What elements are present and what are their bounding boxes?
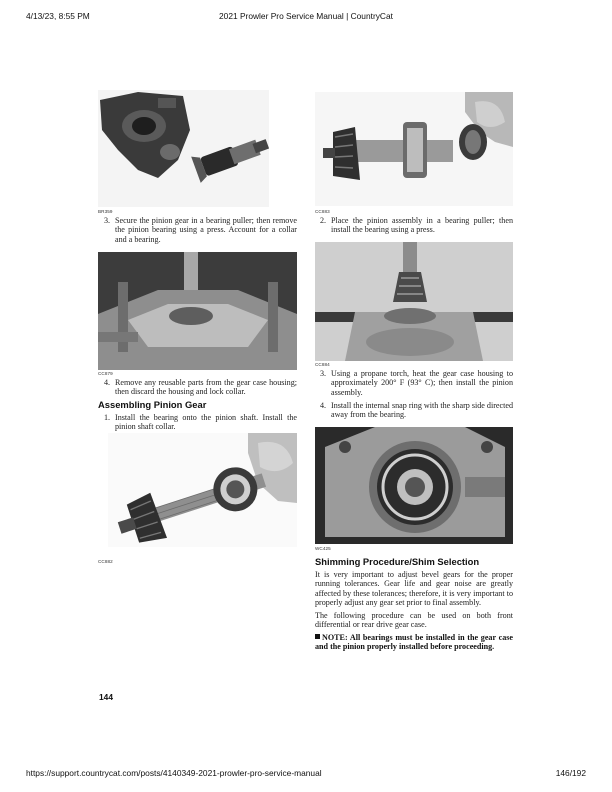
step-number: 1. xyxy=(104,413,111,422)
photo-gear-case-housing xyxy=(98,90,269,207)
section-heading-shimming-procedure: Shimming Procedure/Shim Selection xyxy=(315,556,480,567)
step-number: 3. xyxy=(320,369,327,378)
figure-code: CC883 xyxy=(315,209,330,214)
figure-code: WC425 xyxy=(315,546,331,551)
note-bullet-icon xyxy=(315,634,320,639)
print-timestamp: 4/13/23, 8:55 PM xyxy=(26,11,90,21)
step-install-snap-ring xyxy=(320,401,513,420)
figure-code: CC882 xyxy=(98,559,113,564)
step-heat-gear-case xyxy=(320,369,513,397)
print-page-count: 146/192 xyxy=(555,768,586,778)
step-remove-reusable-parts xyxy=(104,378,297,397)
note-text: NOTE: All bearings must be installed in the gear case and the pinion properly installed before proceeding. xyxy=(315,633,513,652)
step-number: 4. xyxy=(320,401,327,410)
figure-code: CC884 xyxy=(315,362,330,367)
step-number: 2. xyxy=(320,216,327,225)
step-text: Install the bearing onto the pinion shaft. Install the pinion shaft collar. xyxy=(115,413,297,432)
step-secure-pinion xyxy=(104,216,297,244)
step-text: Remove any reusable parts from the gear case housing; then discard the housing and lock collar. xyxy=(115,378,297,397)
step-text: Install the internal snap ring with the sharp side directed away from the bearing. xyxy=(331,401,513,420)
print-footer xyxy=(0,768,612,782)
step-install-bearing-shaft xyxy=(104,413,297,432)
print-page-title: 2021 Prowler Pro Service Manual | CountryCat xyxy=(219,11,393,21)
photo-pinion-bearing-install xyxy=(315,92,513,206)
paragraph-procedure-applicability: The following procedure can be used on both front differential or rear drive gear case. xyxy=(315,611,513,630)
page-number: 144 xyxy=(99,692,113,702)
figure-code: BR359 xyxy=(98,209,113,214)
step-text: Using a propane torch, heat the gear case housing to approximately 200° F (93° C); then install the pinion assembly. xyxy=(331,369,513,397)
print-url: https://support.countrycat.com/posts/4140349-2021-prowler-pro-service-manual xyxy=(26,768,322,778)
print-header xyxy=(0,11,612,25)
figure-code: CC879 xyxy=(98,371,113,376)
paragraph-bevel-gear-tolerances: It is very important to adjust bevel gears for the proper running tolerances. Gear life and gear noise are greatly affected by these tolerances; therefore, it is very important to properly adjust any gear set prior to final assembly. xyxy=(315,570,513,608)
note-bearings-installed xyxy=(315,633,513,652)
photo-bearing-puller-press xyxy=(98,252,297,370)
section-heading-assembling-pinion-gear: Assembling Pinion Gear xyxy=(98,399,207,410)
photo-bearing-on-pinion-shaft xyxy=(108,433,297,547)
step-text: Place the pinion assembly in a bearing puller; then install the bearing using a press. xyxy=(331,216,513,235)
step-place-pinion-assembly xyxy=(320,216,513,235)
photo-pinion-in-housing xyxy=(315,242,513,361)
step-number: 3. xyxy=(104,216,111,225)
photo-gear-case-snap-ring xyxy=(315,427,513,544)
step-text: Secure the pinion gear in a bearing puller; then remove the pinion bearing using a press. Account for a collar and a bearing. xyxy=(115,216,297,244)
step-number: 4. xyxy=(104,378,111,387)
